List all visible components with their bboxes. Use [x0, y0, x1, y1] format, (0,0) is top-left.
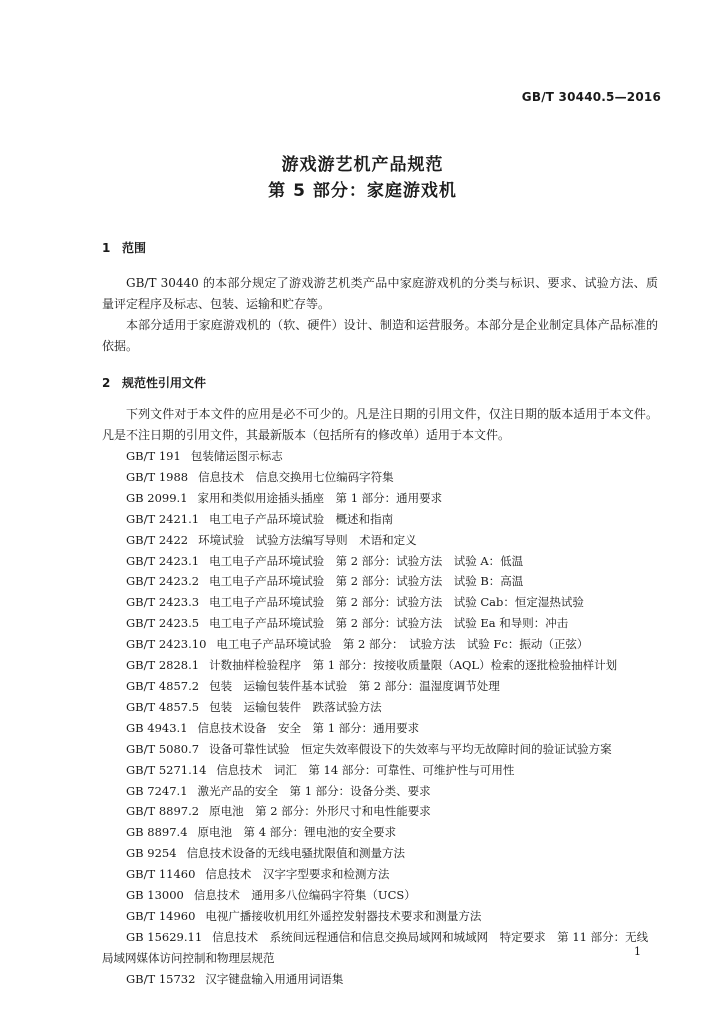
reference-item: [102, 592, 658, 613]
document-subtitle: 第 5 部分：家庭游戏机: [268, 181, 457, 201]
reference-code: GB/T 2828.1: [126, 658, 200, 673]
reference-title: 电视广播接收机用红外遥控发射器技术要求和测量方法: [205, 908, 482, 923]
reference-code: GB 15629.11: [126, 929, 203, 944]
reference-code: GB/T 2423.10: [126, 637, 207, 652]
reference-code: GB/T 11460: [126, 867, 196, 882]
reference-code: GB 4943.1: [126, 720, 188, 735]
reference-title: 计数抽样检验程序 第 1 部分：按接收质量限（AQL）检索的逐批检验抽样计划: [209, 658, 618, 673]
reference-title: 电工电子产品环境试验 概述和指南: [209, 511, 394, 526]
reference-code: GB/T 2422: [126, 532, 189, 547]
reference-code: GB/T 2423.3: [126, 595, 200, 610]
reference-title: 电工电子产品环境试验 第 2 部分：试验方法 试验 Cab：恒定湿热试验: [209, 595, 584, 610]
reference-title: 电工电子产品环境试验 第 2 部分：试验方法 试验 A：低温: [209, 553, 524, 568]
reference-code: GB 13000: [126, 888, 184, 903]
reference-title: 家用和类似用途插头插座 第 1 部分：通用要求: [197, 490, 443, 505]
reference-item: [102, 446, 658, 467]
reference-item: [102, 551, 658, 572]
reference-title: 信息技术 系统间远程通信和信息交换局域网和城域网 特定要求 第 11 部分：无线局域网媒体访问控制和物理层规范: [102, 929, 649, 965]
reference-code: GB/T 2423.2: [126, 574, 200, 589]
reference-item: [102, 822, 658, 843]
reference-title: 原电池 第 2 部分：外形尺寸和电性能要求: [209, 804, 431, 819]
reference-code: GB/T 4857.5: [126, 699, 200, 714]
reference-title: 环境试验 试验方法编写导则 术语和定义: [198, 532, 417, 547]
reference-item: [102, 613, 658, 634]
reference-title: 设备可靠性试验 恒定失效率假设下的失效率与平均无故障时间的验证试验方案: [209, 741, 612, 756]
reference-code: GB 7247.1: [126, 783, 188, 798]
reference-item: [102, 530, 658, 551]
reference-code: GB/T 2423.5: [126, 616, 200, 631]
reference-title: 信息技术设备的无线电骚扰限值和测量方法: [186, 846, 406, 861]
section-2-number: 2: [102, 376, 111, 390]
section-1-title: 范围: [122, 241, 147, 255]
reference-code: GB/T 1988: [126, 469, 189, 484]
reference-title: 信息技术设备 安全 第 1 部分：通用要求: [197, 720, 420, 735]
reference-code: GB/T 4857.2: [126, 678, 200, 693]
reference-item: [102, 488, 658, 509]
reference-item: [102, 509, 658, 530]
reference-code: GB/T 191: [126, 449, 181, 463]
reference-item: [102, 906, 658, 927]
reference-title: 包装 运输包装件 跌落试验方法: [209, 699, 382, 714]
reference-item: [102, 634, 658, 655]
reference-item: [102, 655, 658, 676]
reference-item: [102, 467, 658, 488]
reference-item: [102, 843, 658, 864]
reference-item: [102, 969, 658, 990]
section-2-intro: 下列文件对于本文件的应用是必不可少的。凡是注日期的引用文件，仅注日期的版本适用于本文件。凡是不注日期的引用文件，其最新版本（包括所有的修改单）适用于本文件。: [102, 407, 658, 442]
reference-item: [102, 927, 658, 969]
reference-title: 电工电子产品环境试验 第 2 部分： 试验方法 试验 Fc：振动（正弦）: [216, 637, 589, 652]
reference-code: GB 9254: [126, 846, 177, 861]
document-title: 游戏游艺机产品规范: [281, 155, 444, 175]
reference-item: [102, 760, 658, 781]
reference-code: GB/T 5080.7: [126, 741, 200, 756]
reference-item: [102, 739, 658, 760]
reference-title: 原电池 第 4 部分：锂电池的安全要求: [197, 825, 397, 840]
section-1-number: 1: [102, 241, 111, 255]
reference-item: [102, 718, 658, 739]
section-2-title: 规范性引用文件: [122, 376, 207, 390]
reference-code: GB/T 5271.14: [126, 762, 207, 777]
section-2-heading: [102, 374, 206, 391]
reference-item: [102, 781, 658, 802]
reference-item: [102, 697, 658, 718]
reference-item: [102, 571, 658, 592]
reference-title: 信息技术 汉字字型要求和检测方法: [205, 867, 390, 882]
reference-code: GB/T 15732: [126, 971, 196, 986]
reference-code: GB 2099.1: [126, 490, 188, 505]
section-1-heading: [102, 239, 146, 256]
section-1-paragraph: 本部分适用于家庭游戏机的（软、硬件）设计、制造和运营服务。本部分是企业制定具体产品标准的依据。: [102, 318, 658, 353]
reference-title: 信息技术 信息交换用七位编码字符集: [198, 469, 394, 484]
reference-title: 包装 运输包装件基本试验 第 2 部分：温湿度调节处理: [209, 678, 500, 693]
reference-title: 电工电子产品环境试验 第 2 部分：试验方法 试验 Ea 和导则：冲击: [209, 616, 569, 631]
reference-code: GB 8897.4: [126, 825, 188, 840]
reference-code: GB/T 2423.1: [126, 553, 200, 568]
standard-number: GB/T 30440.5—2016: [521, 90, 661, 104]
reference-code: GB/T 2421.1: [126, 511, 200, 526]
reference-code: GB/T 14960: [126, 908, 196, 923]
reference-item: [102, 864, 658, 885]
reference-item: [102, 676, 658, 697]
reference-title: 信息技术 通用多八位编码字符集（UCS）: [193, 888, 416, 903]
section-1-paragraph: GB/T 30440 的本部分规定了游戏游艺机类产品中家庭游戏机的分类与标识、要求、试验方法、质量评定程序及标志、包装、运输和贮存等。: [102, 276, 658, 311]
reference-code: GB/T 8897.2: [126, 804, 200, 819]
reference-item: [102, 801, 658, 822]
reference-title: 激光产品的安全 第 1 部分：设备分类、要求: [197, 783, 431, 798]
reference-title: 电工电子产品环境试验 第 2 部分：试验方法 试验 B：高温: [209, 574, 524, 589]
reference-item: [102, 885, 658, 906]
reference-title: 包装储运图示标志: [190, 449, 283, 463]
reference-title: 汉字键盘输入用通用词语集: [205, 971, 344, 986]
page-number: 1: [634, 945, 641, 958]
reference-list: [102, 446, 658, 990]
reference-title: 信息技术 词汇 第 14 部分：可靠性、可维护性与可用性: [216, 762, 515, 777]
